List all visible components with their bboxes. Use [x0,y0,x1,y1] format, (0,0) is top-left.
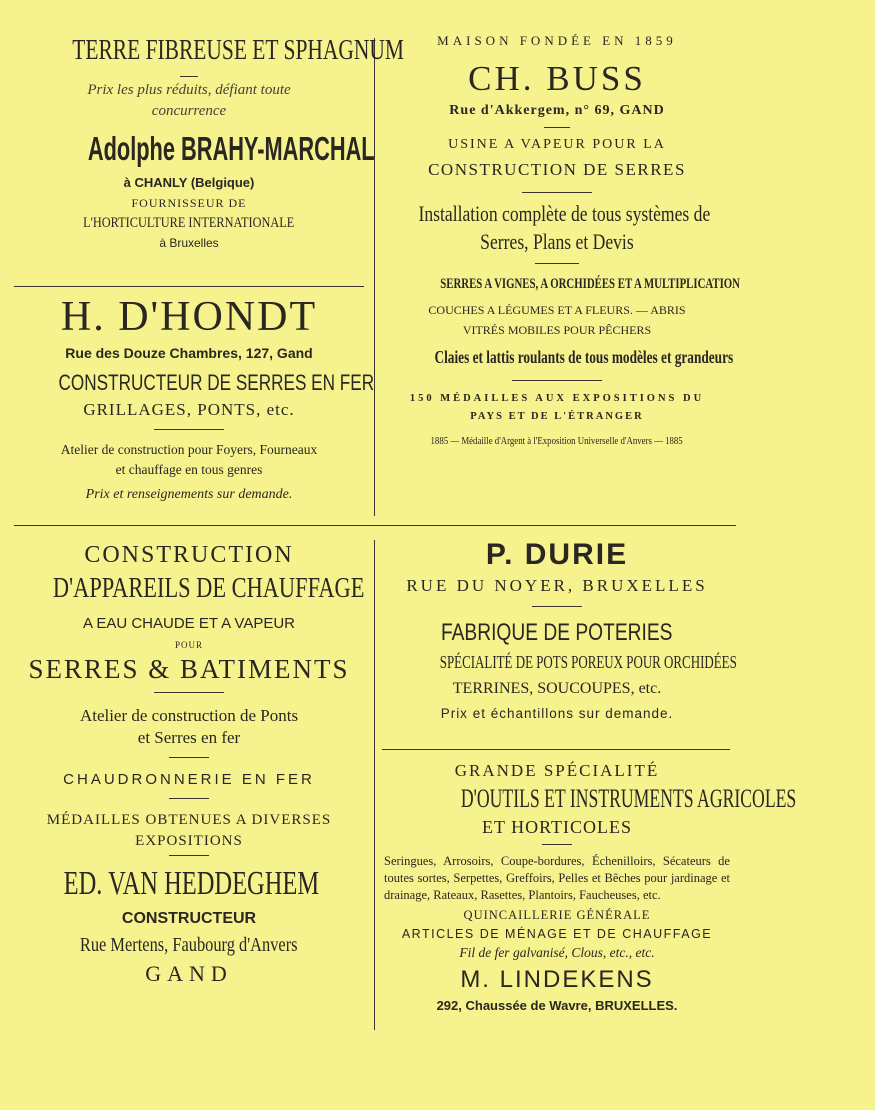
buss-claies: Claies et lattis roulants de tous modèles et grandeurs [434,347,734,367]
heddeghem-heading-2: D'APPAREILS DE CHAUFFAGE [52,573,365,604]
dhondt-address: Rue des Douze Chambres, 127, Gand [65,345,313,361]
brahy-headline: TERRE FIBREUSE ET SPHAGNUM [72,34,404,66]
heddeghem-city: GAND [145,961,233,986]
durie-specialty: SPÉCIALITÉ DE POTS POREUX POUR ORCHIDÉES [439,652,737,672]
dhondt-atelier-2: et chauffage en tous genres [115,462,263,477]
lindekens-heading-2: D'OUTILS ET INSTRUMENTS AGRICOLES [460,784,797,813]
dhondt-trade: CONSTRUCTEUR DE SERRES EN FER [58,370,375,395]
buss-couches-2: VITRÉS MOBILES POUR PÊCHERS [462,323,652,337]
heddeghem-address: Rue Mertens, Faubourg d'Anvers [80,934,298,956]
lindekens-articles: ARTICLES DE MÉNAGE ET DE CHAUFFAGE [401,927,713,941]
buss-install-1: Installation complète de tous systèmes de [418,201,711,226]
dhondt-products: GRILLAGES, PONTS, etc. [83,400,295,419]
buss-award: 1885 — Médaille d'Argent à l'Exposition Universelle d'Anvers — 1885 [430,435,684,447]
buss-founded: MAISON FONDÉE EN 1859 [437,33,677,48]
heddeghem-buildings: SERRES & BATIMENTS [28,654,350,684]
heddeghem-heading-1: CONSTRUCTION [84,542,294,568]
durie-items: TERRINES, SOUCOUPES, etc. [452,680,662,697]
lindekens-tool-list: Seringues, Arrosoirs, Coupe-bordures, Échenilloirs, Sécateurs de toutes sortes, Serpettes, Greffoirs, Pelles et Bêches pour jardinage et drainage, Rateaux, Rasettes, Plantoirs, Faucheuses, etc. [384,854,730,902]
buss-name: CH. BUSS [468,59,646,98]
lindekens-wire: Fil de fer galvanisé, Clous, etc., etc. [459,945,655,960]
brahy-dhondt-divider [14,286,364,287]
brahy-tagline-1: Prix les plus réduits, défiant toute [87,82,291,98]
brahy-role-1: FOURNISSEUR DE [131,196,247,210]
durie-ad [382,536,737,725]
heddeghem-boiler: CHAUDRONNERIE EN FER [63,771,315,788]
lindekens-hardware: QUINCAILLERIE GÉNÉRALE [463,908,651,922]
brahy-tagline-2: concurrence [151,103,227,119]
dhondt-prices: Prix et renseignements sur demande. [85,487,293,502]
heddeghem-medals-1: MÉDAILLES OBTENUES A DIVERSES [46,812,332,828]
heddeghem-water: A EAU CHAUDE ET A VAPEUR [82,615,295,632]
buss-ad [382,31,740,451]
durie-prices: Prix et échantillons sur demande. [440,706,674,721]
lindekens-heading-3: ET HORTICOLES [481,817,633,837]
dhondt-ad [14,293,375,506]
durie-address: RUE DU NOYER, BRUXELLES [406,576,708,595]
durie-lindekens-divider [382,749,730,750]
heddeghem-role: CONSTRUCTEUR [121,910,257,927]
column-divider-top [374,38,375,516]
lindekens-address: 292, Chaussée de Wavre, BRUXELLES. [436,998,678,1013]
brahy-role-2: L'HORTICULTURE INTERNATIONALE [83,215,295,231]
lindekens-name: M. LINDEKENS [460,966,654,993]
lindekens-ad [382,758,797,1016]
heddeghem-name: ED. VAN HEDDEGHEM [63,865,320,902]
durie-factory: FABRIQUE DE POTERIES [441,619,673,646]
brahy-city: à Bruxelles [159,236,219,250]
buss-specialties: SERRES A VIGNES, A ORCHIDÉES ET A MULTIPLICATION [440,276,740,292]
dhondt-name: H. D'HONDT [60,294,318,340]
brahy-location: à CHANLY (Belgique) [123,175,255,190]
heddeghem-atelier-2: et Serres en fer [137,728,241,747]
buss-medals-2: PAYS ET DE L'ÉTRANGER [470,411,644,422]
brahy-name: Adolphe BRAHY-MARCHAL [87,130,375,167]
durie-name: P. DURIE [485,538,629,571]
buss-medals-1: 150 MÉDAILLES AUX EXPOSITIONS DU [409,393,705,404]
heddeghem-atelier-1: Atelier de construction de Ponts [79,706,299,725]
lindekens-heading-1: GRANDE SPÉCIALITÉ [454,761,660,780]
heddeghem-pour: POUR [174,640,203,650]
column-divider-bottom [374,540,375,1030]
buss-usine: USINE A VAPEUR POUR LA [448,137,666,152]
section-divider-horizontal [14,525,736,526]
buss-install-2: Serres, Plans et Devis [480,229,634,254]
buss-couches-1: COUCHES A LÉGUMES ET A FLEURS. — ABRIS [428,303,686,317]
brahy-ad [14,30,404,253]
dhondt-atelier-1: Atelier de construction pour Foyers, Fourneaux [60,442,318,457]
heddeghem-medals-2: EXPOSITIONS [135,833,243,849]
buss-construction: CONSTRUCTION DE SERRES [428,160,686,179]
buss-address: Rue d'Akkergem, n° 69, GAND [449,103,665,118]
heddeghem-ad [14,538,364,988]
